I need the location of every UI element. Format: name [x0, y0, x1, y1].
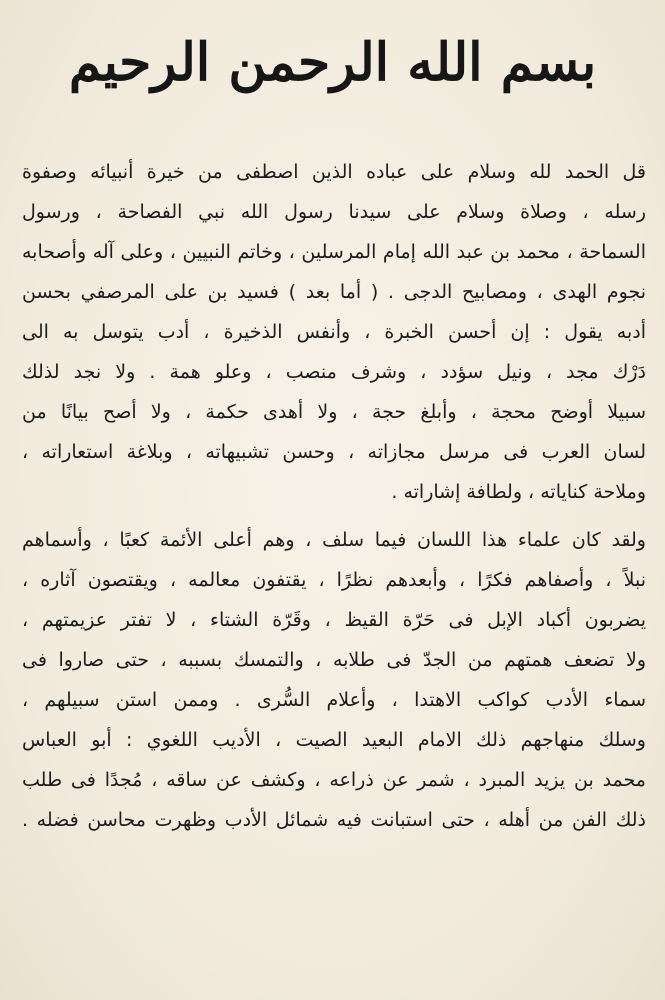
text-line: نجوم الهدى ، ومصابيح الدجى . ( أما بعد ) فسيد بن على المرصفي بحسن	[22, 281, 646, 303]
text-line: قل الحمد لله وسلام على عباده الذين اصطفى من خيرة أنبيائه وصفوة	[22, 161, 646, 183]
text-line: السماحة ، محمد بن عبد الله إمام المرسلين ، وخاتم النبيين ، وعلى آله وأصحابه	[22, 241, 646, 263]
text-line: ولا تضعف همتهم من الجدّ فى طلابه ، والتمسك بسببه ، حتى صاروا فى	[22, 649, 646, 671]
text-line: رسله ، وصلاة وسلام على سيدنا رسول الله نبي الفصاحة ، ورسول	[22, 201, 646, 223]
text-line: وسلك منهاجهم ذلك الامام البعيد الصيت ، الأديب اللغوي : أبو العباس	[22, 729, 646, 751]
text-line: أدبه يقول : إن أحسن الخبرة ، وأنفس الذخيرة ، أدب يتوسل به الى	[22, 321, 646, 343]
text-line: سبيلا أوضح محجة ، وأبلغ حجة ، ولا أهدى حكمة ، ولا أصح بيانًا من	[22, 401, 646, 423]
text-line: ولقد كان علماء هذا اللسان فيما سلف ، وهم أعلى الأئمة كعبًا ، وأسماهم	[22, 529, 646, 551]
text-line: وملاحة كناياته ، ولطافة إشاراته .	[391, 481, 646, 503]
text-line: دَرْك مجد ، ونيل سؤدد ، وشرف منصب ، وعلو همة . ولا نجد لذلك	[22, 361, 646, 383]
text-line: يضربون أكباد الإبل فى حَرّة القيظ ، وقَرّة الشتاء ، لا تفتر عزيمتهم ،	[22, 609, 646, 631]
basmala-heading: بسم الله الرحمن الرحيم	[68, 32, 597, 93]
paragraph-1	[22, 152, 646, 512]
text-line: نبلاً ، وأصفاهم فكرًا ، وأبعدهم نظرًا ، يقتفون معالمه ، ويقتصون آثاره ،	[22, 569, 646, 591]
text-line: ذلك الفن من أهله ، حتى استبانت فيه شمائل الأدب وظهرت محاسن فضله .	[22, 809, 646, 831]
text-line: محمد بن يزيد المبرد ، شمر عن ذراعه ، وكشف عن ساقه ، مُجدًا فى طلب	[22, 769, 646, 791]
body-text	[22, 152, 646, 840]
text-line: سماء الأدب كواكب الاهتدا ، وأعلام السُّرى . وممن استن سبيلهم ،	[22, 689, 646, 711]
paragraph-2	[22, 520, 646, 840]
paragraph-gap	[22, 512, 646, 520]
text-line: لسان العرب فى مرسل مجازاته ، وحسن تشبيهاته ، وبلاغة استعاراته ،	[22, 441, 646, 463]
